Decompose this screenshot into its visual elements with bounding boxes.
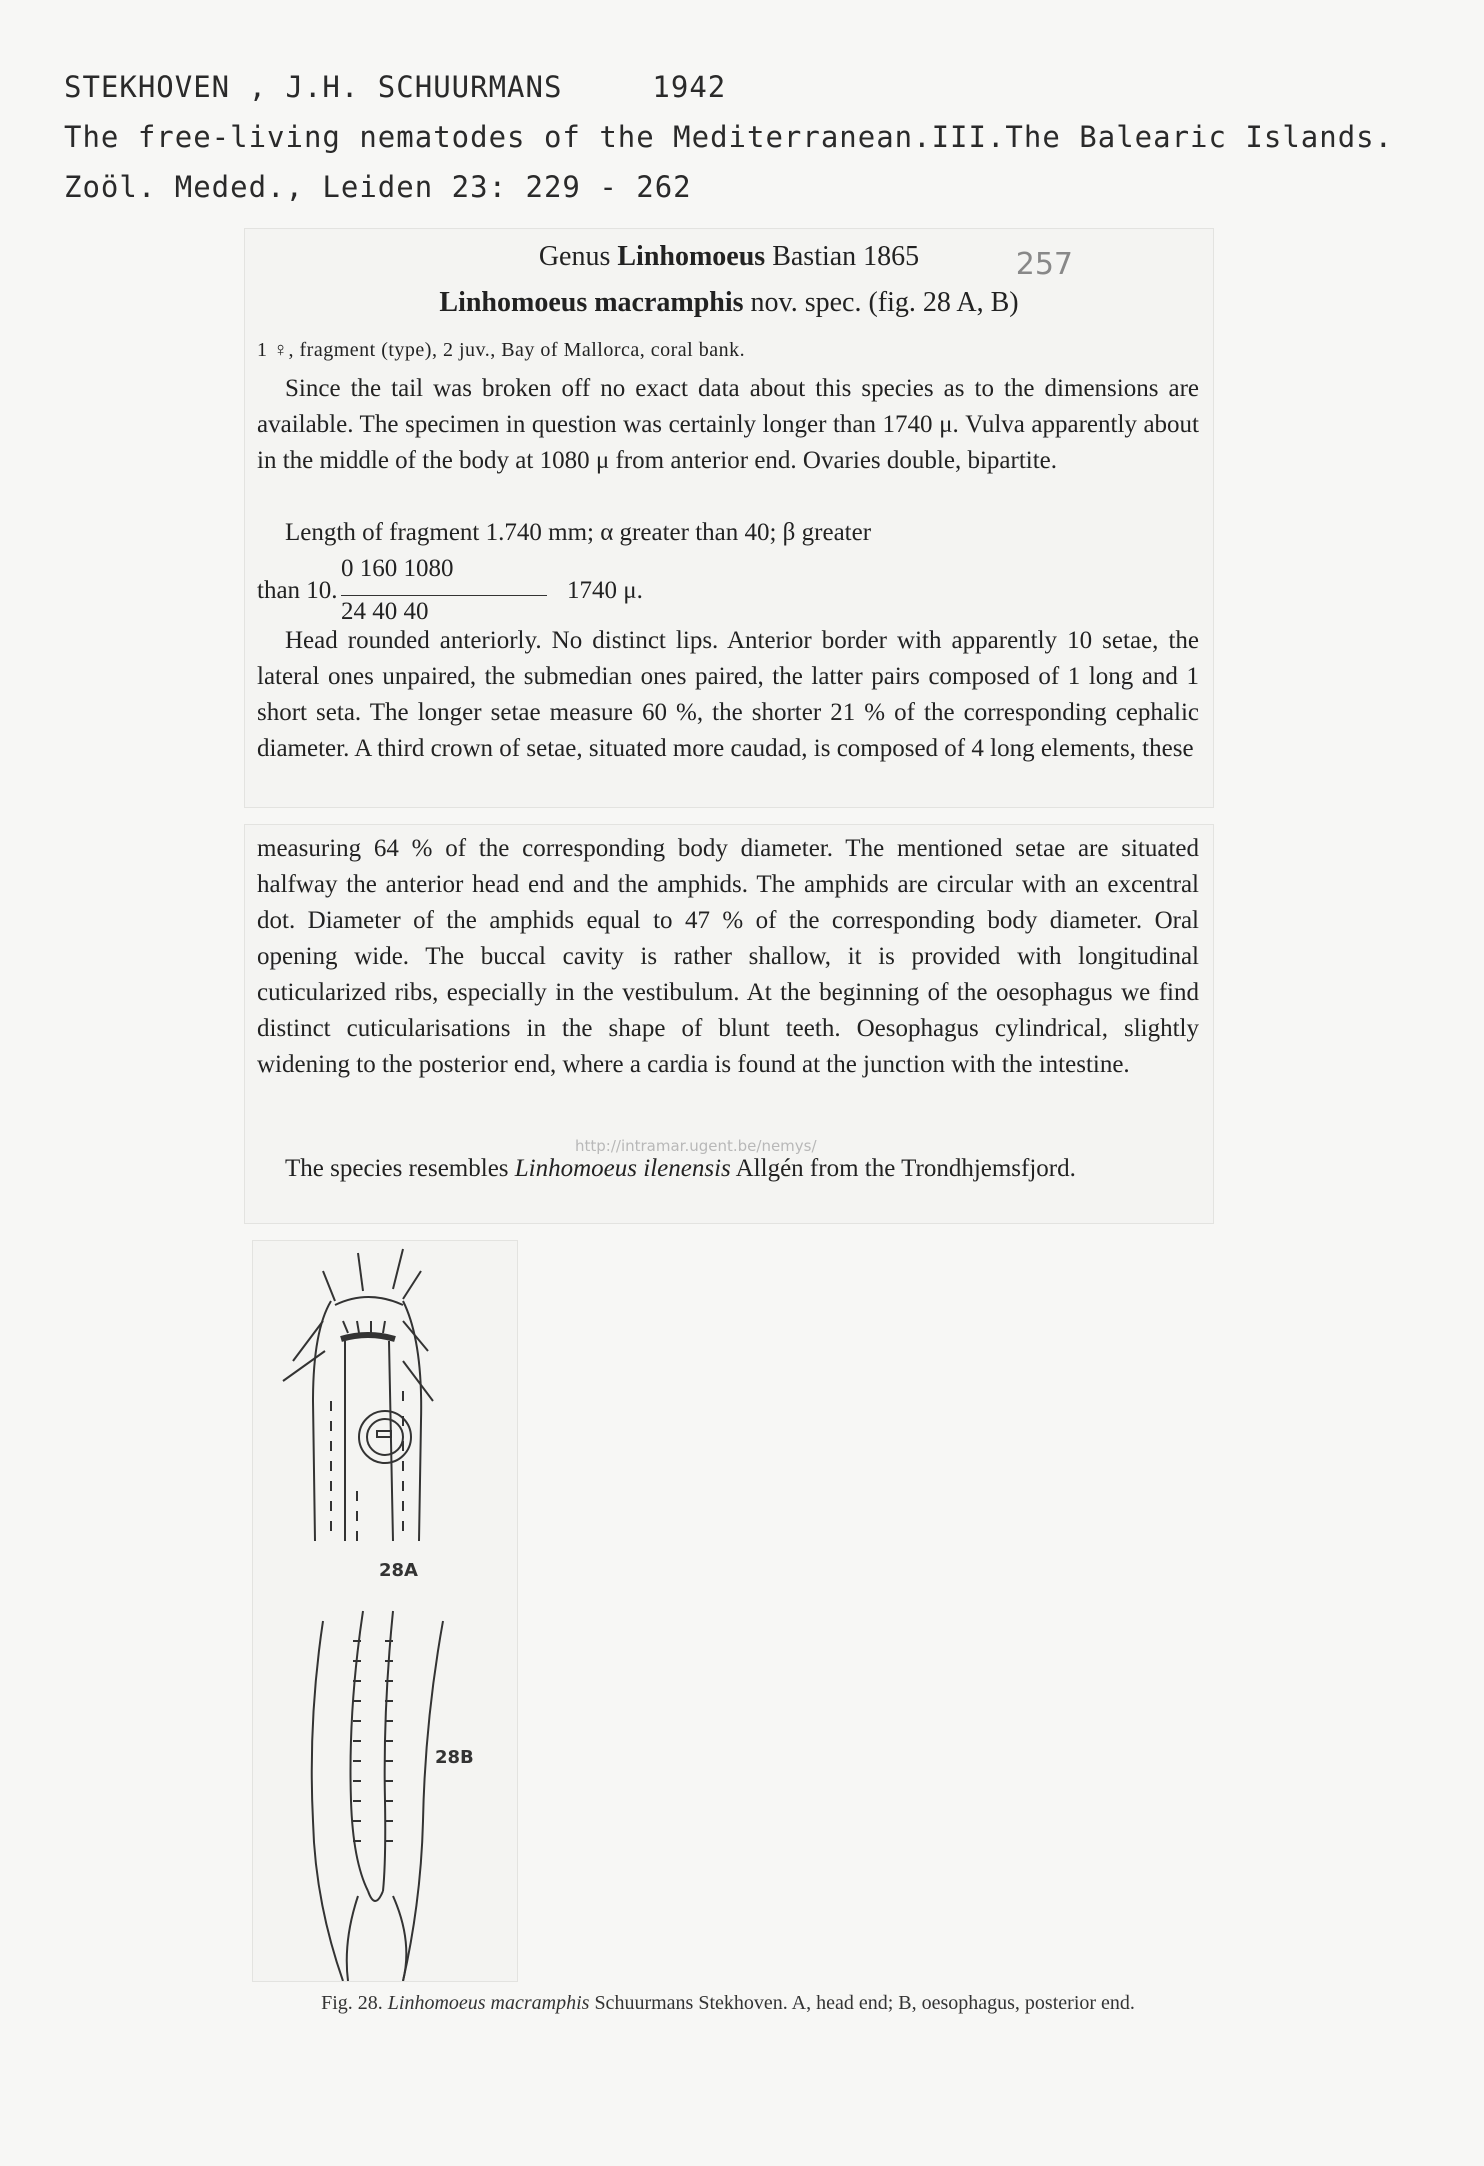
- citation-year: 1942: [652, 70, 727, 104]
- formula-numerator: 0 160 1080: [341, 555, 454, 582]
- genus-name: Linhomoeus: [617, 241, 766, 272]
- genus-heading: [245, 241, 1213, 273]
- genus-prefix: Genus: [538, 241, 618, 272]
- citation-author-line: [64, 70, 1393, 120]
- paragraph-length: Length of fragment 1.740 mm; α greater than 40; β greater: [285, 519, 872, 546]
- figure-label-28b: 28B: [435, 1747, 474, 1768]
- figure-label-28a: 28A: [379, 1560, 418, 1581]
- text-clipping-2: [244, 824, 1214, 1224]
- figure-28a-head-drawing: [283, 1249, 433, 1541]
- paragraph-dimensions: Since the tail was broken off no exact data about this species as to the dimensions are available. The specimen in question was certainly longer than 1740 μ. Vulva apparently about in the middle of the body at 1080 μ from anterior end. Ovaries double, bipartite.: [257, 375, 1199, 474]
- citation-author: STEKHOVEN , J.H. SCHUURMANS: [64, 70, 563, 104]
- text-clipping-1: [244, 228, 1214, 808]
- resemblance-tail: Allgén from the Trondhjemsfjord.: [730, 1155, 1076, 1182]
- figure-drawing: [253, 1241, 517, 1981]
- caption-species: Linhomoeus macramphis: [387, 1992, 590, 2014]
- resemblance-species: Linhomoeus ilenensis: [514, 1155, 731, 1182]
- species-name: Linhomoeus macramphis: [439, 287, 744, 318]
- figure-caption: [244, 1990, 1212, 2016]
- watermark: http://intramar.ugent.be/nemys/: [575, 1137, 817, 1155]
- formula-lead: than 10.: [257, 577, 338, 604]
- figure-28b-oesophagus-drawing: [312, 1611, 443, 1981]
- citation-title: The free-living nematodes of the Mediterranean.III.The Balearic Islands.: [64, 120, 1394, 154]
- figure-28: [252, 1240, 518, 1982]
- citation-header: [64, 70, 1393, 220]
- formula-tail: 1740 μ.: [567, 577, 643, 604]
- species-heading: [245, 287, 1213, 319]
- paragraph-resemblance: [257, 1151, 1199, 1187]
- species-suffix: nov. spec. (fig. 28 A, B): [743, 287, 1019, 318]
- caption-rest: Schuurmans Stekhoven. A, head end; B, oesophagus, posterior end.: [589, 1992, 1135, 2014]
- resemblance-lead: The species resembles: [285, 1155, 515, 1182]
- paragraph-head: Head rounded anteriorly. No distinct lips. Anterior border with apparently 10 setae, the lateral ones unpaired, the submedian ones paired, the latter pairs composed of 1 long and 1 short seta. The longer setae measure 60 %, the shorter 21 % of the corresponding cephalic diameter. A third crown of setae, situated more caudad, is composed of 4 long elements, these: [257, 627, 1199, 762]
- citation-journal: Zoöl. Meded., Leiden 23: 229 - 262: [64, 170, 692, 204]
- formula-denominator: 24 40 40: [341, 595, 547, 626]
- de-man-formula: [257, 555, 643, 625]
- genus-authority: Bastian 1865: [765, 241, 920, 272]
- page-number: 257: [1015, 247, 1073, 282]
- paragraph-setae: measuring 64 % of the corresponding body diameter. The mentioned setae are situated halfway the anterior head end and the amphids. The amphids are circular with an excentral dot. Diameter of the amphids equal to 47 % of the corresponding body diameter. Oral opening wide. The buccal cavity is rather shallow, it is provided with longitudinal cuticularized ribs, especially in the vestibulum. At the beginning of the oesophagus we find distinct cuticularisations in the shape of blunt teeth. Oesophagus cylindrical, slightly widening to the posterior end, where a cardia is found at the junction with the intestine.: [257, 835, 1199, 1078]
- caption-prefix: Fig. 28.: [321, 1992, 388, 2014]
- material-line: 1 ♀, fragment (type), 2 juv., Bay of Mallorca, coral bank.: [257, 339, 746, 361]
